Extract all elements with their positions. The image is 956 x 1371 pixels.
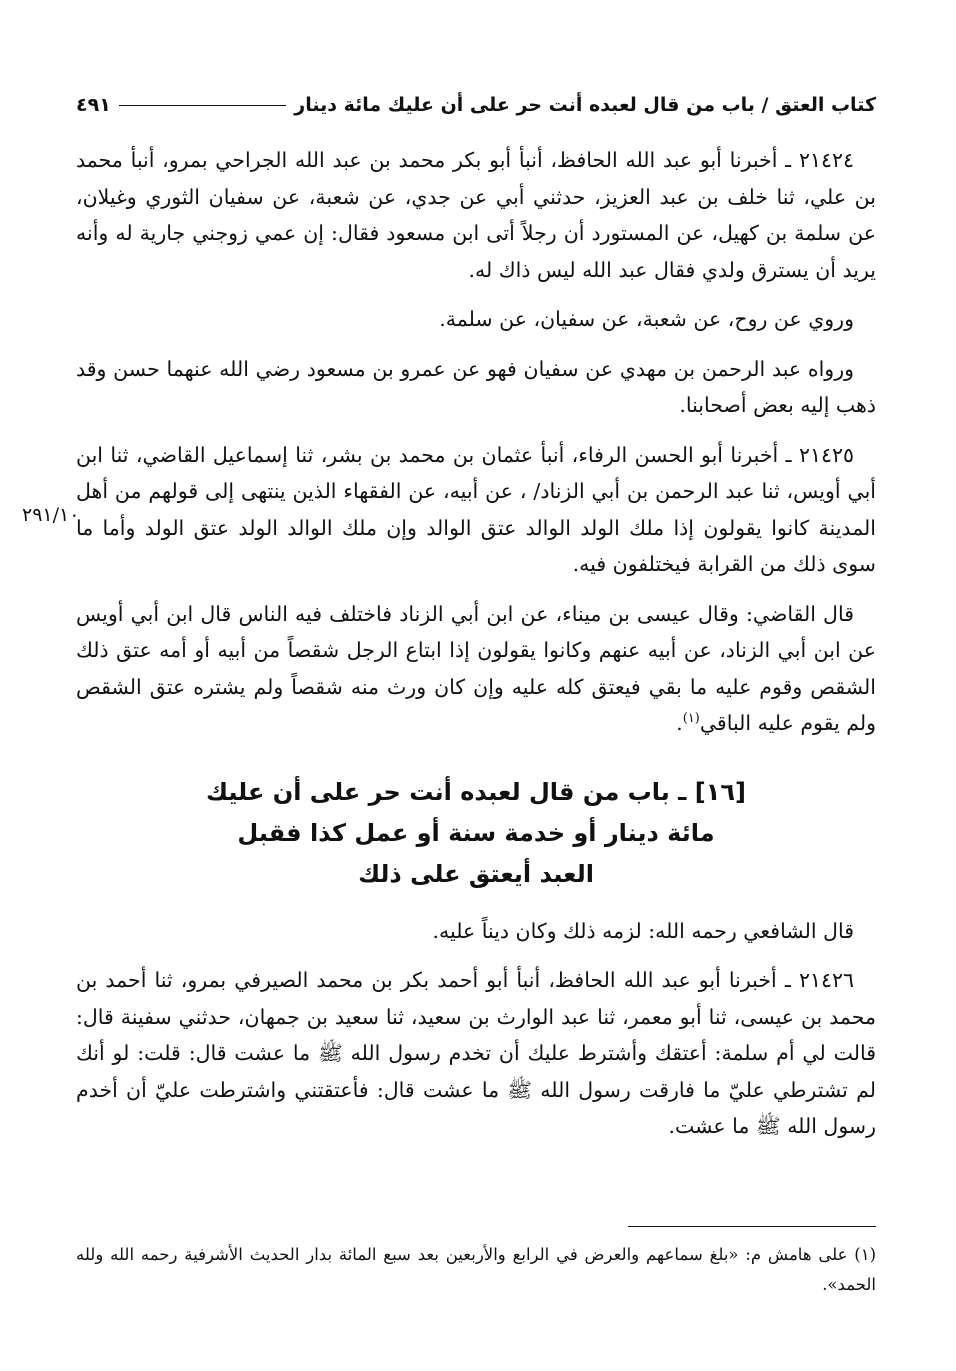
chapter-title-line-2: مائة دينار أو خدمة سنة أو عمل كذا فقبل	[237, 818, 715, 847]
page-number: ٤٩١	[76, 94, 111, 116]
chapter-title	[76, 772, 876, 895]
paragraph-qadi	[76, 596, 876, 742]
hadith-21425: ٢١٤٢٥ ـ أخبرنا أبو الحسن الرفاء، أنبأ عثمان بن محمد بن بشر، ثنا إسماعيل القاضي، ثنا ابن أبي أويس، ثنا عبد الرحمن بن أبي الزناد/ ، عن أبيه، عن الفقهاء الذين ينتهى إلى قولهم من أهل المدينة كانوا يقولون إذا ملك الولد الوالد عتق الوالد وإن ملك الوالد الولد عتق الولد وأما ما سوى ذلك من القرابة فيختلفون فيه.	[76, 442, 876, 576]
main-text	[76, 142, 876, 1158]
paragraph-riwaya-rawh: وروي عن روح، عن شعبة، عن سفيان، عن سلمة.	[439, 307, 854, 331]
chapter-title-line-3: العبد أيعتق على ذلك	[358, 859, 594, 888]
qadi-text: قال القاضي: وقال عيسى بن ميناء، عن ابن أبي الزناد فاختلف فيه الناس قال ابن أبي أويس عن ابن أبي الزناد، عن أبيه عنهم وكانوا يقولون إذا ابتاع الرجل شقصاً من أبيه أو أمه عتق ذلك الشقص وقوم عليه ما بقي فيعتق كله عليه وإن كان ورث منه شقصاً ولم يشتره عتق الشقص ولم يقوم عليه الباقي	[76, 601, 876, 735]
footnote-area	[76, 1240, 876, 1300]
chapter-title-line-1: [١٦] ـ باب من قال لعبده أنت حر على أن عليك	[206, 777, 746, 806]
hadith-21424: ٢١٤٢٤ ـ أخبرنا أبو عبد الله الحافظ، أنبأ أبو بكر محمد بن عبد الله الجراحي بمرو، أنبأ محمد بن علي، ثنا خلف بن عبد العزيز، حدثني أبي عن جدي، عن شعبة، عن سفيان الثوري وغيلان، عن سلمة بن كهيل، عن المستورد أن رجلاً أتى ابن مسعود فقال: إن عمي زوجني جارية له وأنه يريد أن يسترق ولدي فقال عبد الله ليس ذاك له.	[76, 148, 876, 282]
running-header	[76, 90, 876, 120]
margin-volume-page-note: ٢٩١/١٠	[22, 504, 80, 526]
hadith-21426: ٢١٤٢٦ ـ أخبرنا أبو عبد الله الحافظ، أنبأ أبو أحمد بكر بن محمد الصيرفي بمرو، ثنا أحمد بن محمد بن عيسى، ثنا أبو معمر، ثنا عبد الوارث بن سعيد، ثنا سعيد بن جمهان، حدثني سفينة قال: قالت لي أم سلمة: أعتقك وأشترط عليك أن تخدم رسول الله ﷺ ما عشت قال: قلت: لو أنك لم تشترطي عليّ ما فارقت رسول الله ﷺ ما عشت قال: فأعتقتني واشترطت عليّ أن أخدم رسول الله ﷺ ما عشت.	[76, 968, 876, 1138]
paragraph-ibn-mahdi: ورواه عبد الرحمن بن مهدي عن سفيان فهو عن عمرو بن مسعود رضي الله عنهما حسن وقد ذهب إليه بعض أصحابنا.	[76, 356, 876, 417]
paragraph-shafii: قال الشافعي رحمه الله: لزمه ذلك وكان ديناً عليه.	[432, 918, 854, 943]
footnote-marker: (١)	[682, 711, 700, 727]
running-header-title: كتاب العتق / باب من قال لعبده أنت حر على أن عليك مائة دينار	[294, 94, 876, 116]
qadi-end: .	[676, 711, 683, 735]
footnote-1: (١) على هامش م: «بلغ سماعهم والعرض في الرابع والأربعين بعد سبع المائة بدار الحديث الأشرفية رحمه الله ولله الحمد».	[76, 1245, 876, 1294]
footnote-separator	[628, 1226, 876, 1227]
header-rule	[119, 105, 286, 106]
